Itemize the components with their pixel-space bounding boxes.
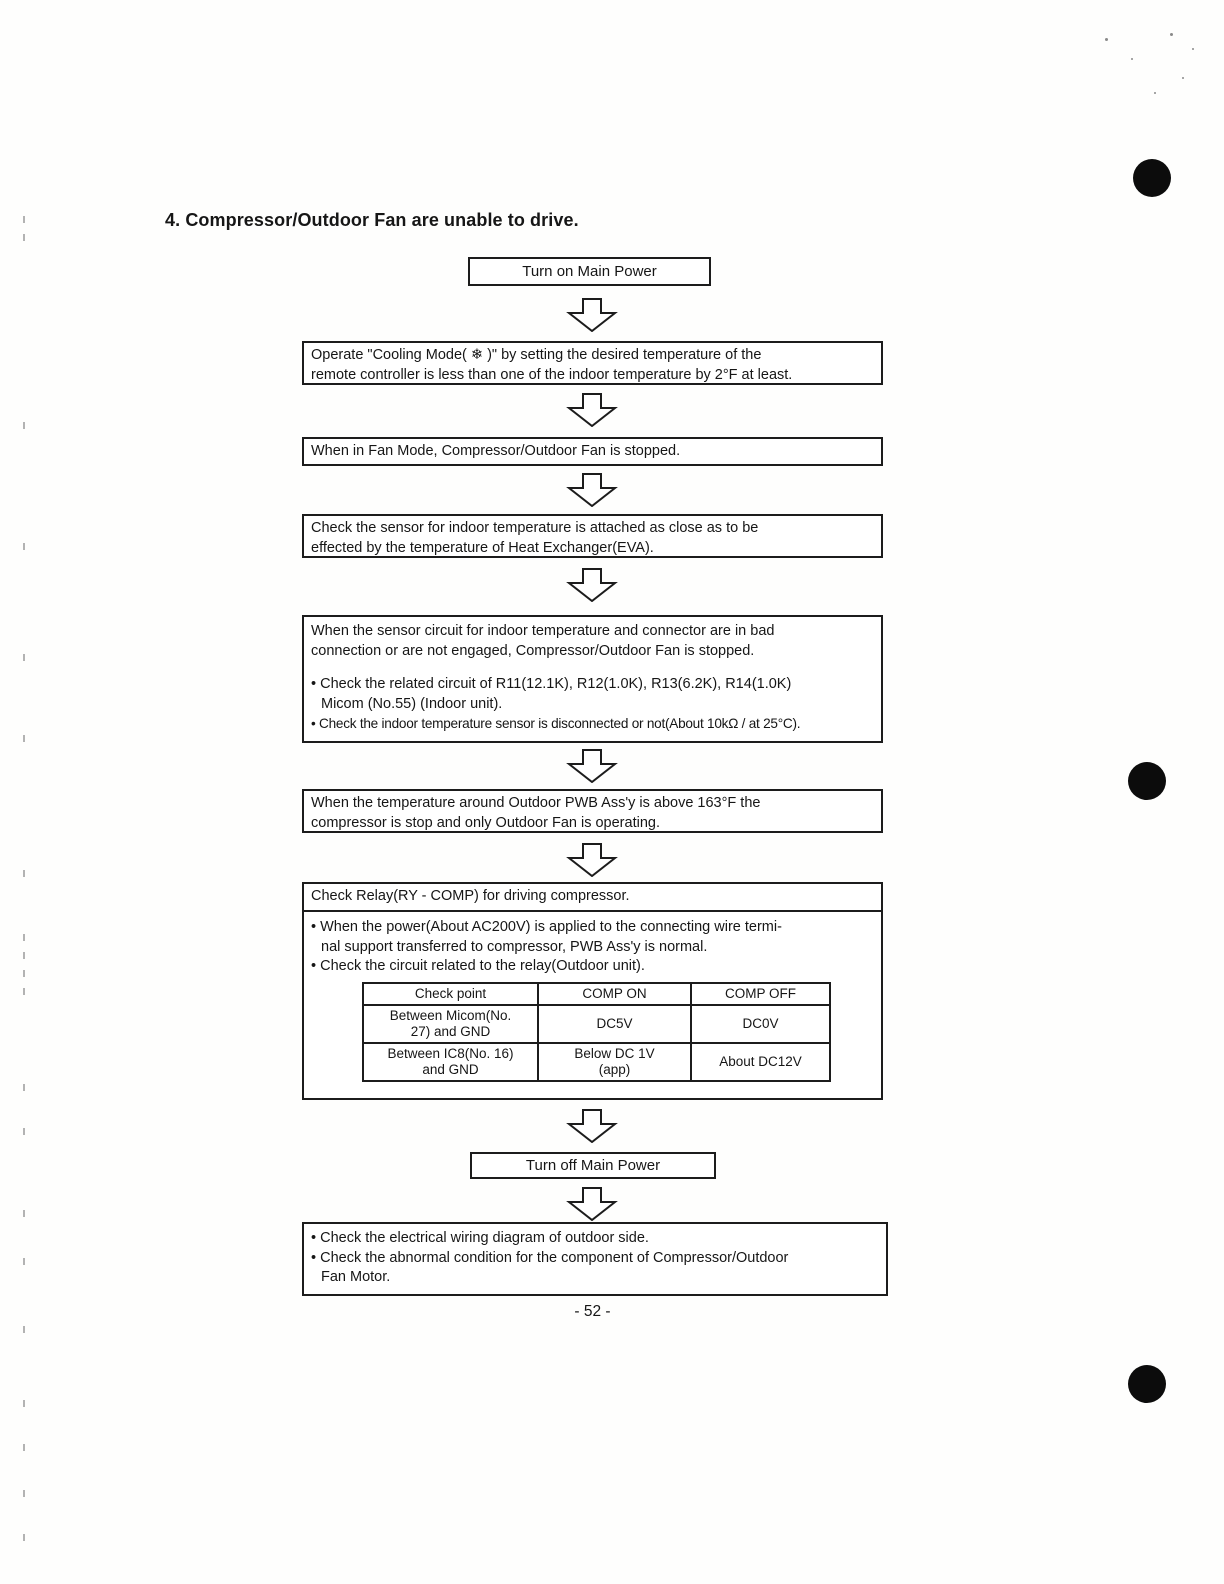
table-cell-comp-on: DC5V (538, 1005, 691, 1043)
flow-box-text: Turn on Main Power (522, 263, 657, 280)
table-cell-comp-off: About DC12V (691, 1043, 830, 1081)
scan-artifact (23, 1444, 25, 1451)
text-line: • Check the related circuit of R11(12.1K), R12(1.0K), R13(6.2K), R14(1.0K) (311, 676, 792, 692)
scan-artifact (23, 1534, 25, 1541)
punch-hole (1133, 159, 1171, 197)
scan-artifact (1182, 77, 1184, 79)
flow-box-pwb-temperature (302, 789, 883, 833)
flow-arrow-down-icon (566, 393, 618, 427)
text-line: and GND (422, 1061, 479, 1077)
scan-artifact (23, 988, 25, 995)
table-cell-comp-on (538, 1043, 691, 1081)
punch-hole (1128, 1365, 1166, 1403)
text-line: Fan Motor. (321, 1269, 391, 1285)
text-line: • Check the abnormal condition for the component of Compressor/Outdoor (311, 1249, 789, 1266)
table-row (363, 1043, 830, 1081)
punch-hole (1128, 762, 1166, 800)
text-line: 27) and GND (410, 1023, 491, 1039)
flow-box-final-checks (302, 1222, 888, 1296)
flow-box-sensor-circuit (302, 615, 883, 743)
scan-artifact (23, 1084, 25, 1091)
text-line: Operate "Cooling Mode( ❄ )" by setting the desired temperature of the (311, 347, 762, 363)
text-line: Below DC 1V (574, 1045, 655, 1061)
scan-artifact (23, 1400, 25, 1407)
table-cell-check-point (363, 1043, 538, 1081)
text-line: Between IC8(No. 16) (387, 1045, 514, 1061)
scan-artifact (23, 1326, 25, 1333)
text-line: compressor is stop and only Outdoor Fan is operating. (311, 814, 660, 831)
flow-arrow-down-icon (566, 473, 618, 507)
text-line: nal support transferred to compressor, PWB Ass'y is normal. (321, 938, 708, 955)
text-line: • Check the indoor temperature sensor is disconnected or not(About 10kΩ / at 25°C). (311, 716, 801, 731)
text-line: Check the sensor for indoor temperature is attached as close as to be (311, 520, 759, 536)
flow-arrow-down-icon (566, 749, 618, 783)
scan-artifact (23, 735, 25, 742)
scan-artifact (23, 870, 25, 877)
flow-arrow-down-icon (566, 298, 618, 332)
text-line: Micom (No.55) (Indoor unit). (321, 695, 503, 712)
text-line: • Check the circuit related to the relay(Outdoor unit). (311, 958, 645, 974)
scan-artifact (23, 1490, 25, 1497)
text-line: (app) (598, 1061, 631, 1077)
text-line: • When the power(About AC200V) is applied to the connecting wire termi- (311, 919, 782, 935)
line-spacer (311, 661, 874, 675)
table-cell-comp-off: DC0V (691, 1005, 830, 1043)
scan-artifact (23, 970, 25, 977)
relay-check-body (304, 912, 881, 1082)
scan-artifact (23, 422, 25, 429)
flow-box-turn-off-power (470, 1152, 716, 1179)
scan-artifact (23, 1258, 25, 1265)
table-row (363, 1005, 830, 1043)
table-header-check-point: Check point (363, 983, 538, 1005)
text-line: • Check the electrical wiring diagram of outdoor side. (311, 1230, 649, 1246)
scan-artifact (23, 234, 25, 241)
scan-artifact (1170, 33, 1173, 36)
scan-artifact (23, 1128, 25, 1135)
text-line: When the sensor circuit for indoor temperature and connector are in bad (311, 623, 775, 639)
text-line: When the temperature around Outdoor PWB Ass'y is above 163°F the (311, 795, 761, 811)
scan-artifact (23, 952, 25, 959)
flow-box-fan-mode (302, 437, 883, 466)
page-number: - 52 - (574, 1303, 611, 1320)
flow-arrow-down-icon (566, 568, 618, 602)
scan-artifact (1192, 48, 1194, 50)
scan-artifact (23, 543, 25, 550)
flow-arrow-down-icon (566, 843, 618, 877)
flow-arrow-down-icon (566, 1187, 618, 1221)
scan-artifact (23, 654, 25, 661)
scan-artifact (1105, 38, 1108, 41)
page-title: 4. Compressor/Outdoor Fan are unable to drive. (165, 210, 579, 230)
flow-box-cooling-mode (302, 341, 883, 385)
flow-arrow-down-icon (566, 1109, 618, 1143)
table-header-comp-off: COMP OFF (691, 983, 830, 1005)
scan-artifact (1131, 58, 1133, 60)
table-cell-check-point (363, 1005, 538, 1043)
text-line: effected by the temperature of Heat Exchanger(EVA). (311, 539, 654, 556)
table-header-comp-on: COMP ON (538, 983, 691, 1005)
text-line: Between Micom(No. (389, 1007, 512, 1023)
scan-artifact (23, 1210, 25, 1217)
relay-check-title: Check Relay(RY - COMP) for driving compressor. (304, 884, 881, 912)
text-line: When in Fan Mode, Compressor/Outdoor Fan is stopped. (311, 443, 681, 459)
scan-artifact (1154, 92, 1156, 94)
text-line: connection or are not engaged, Compressor/Outdoor Fan is stopped. (311, 642, 755, 659)
flow-box-turn-on-power (468, 257, 711, 286)
text-line: remote controller is less than one of the indoor temperature by 2°F at least. (311, 366, 793, 383)
table-header-row (363, 983, 830, 1005)
flow-box-sensor-check (302, 514, 883, 558)
relay-check-table (362, 982, 831, 1082)
scan-artifact (23, 934, 25, 941)
scan-artifact (23, 216, 25, 223)
flow-box-relay-check (302, 882, 883, 1100)
flow-box-text: Turn off Main Power (525, 1157, 661, 1174)
